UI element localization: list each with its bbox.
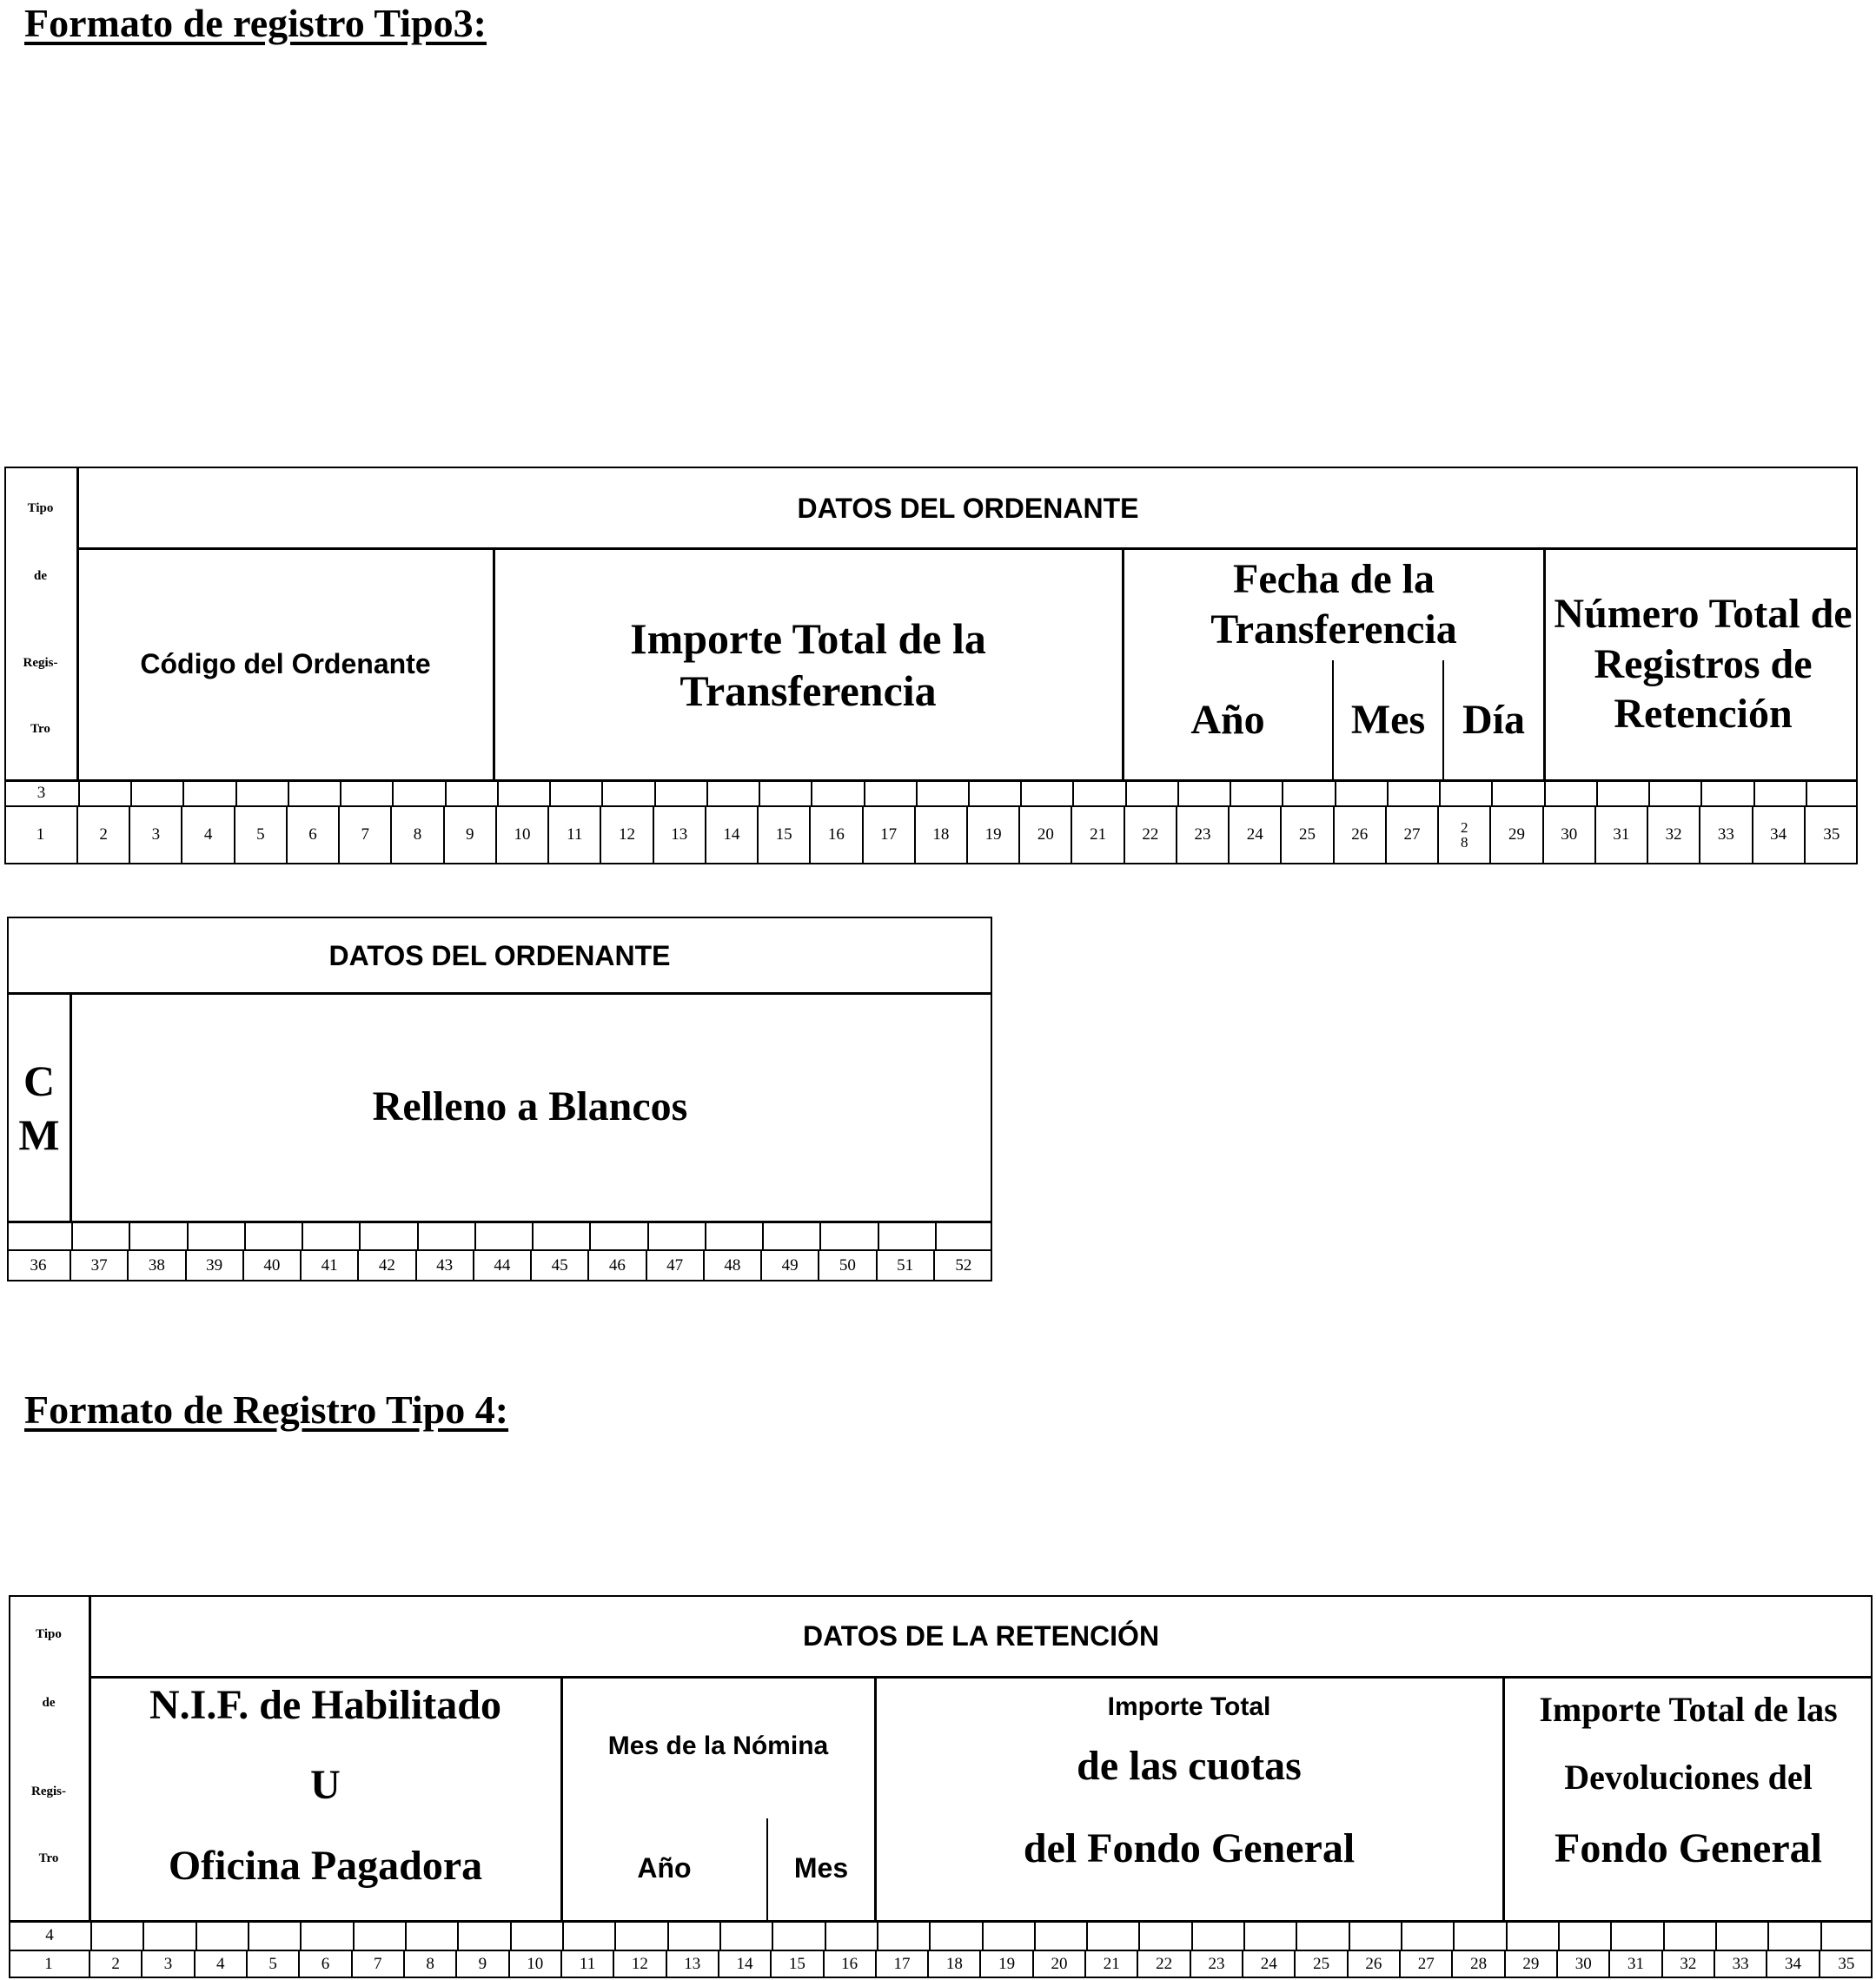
position-cell-29: 29: [1491, 807, 1543, 863]
tipo4-label-tipo: Tipo: [36, 1627, 62, 1641]
grid-divider: [1191, 1922, 1193, 1951]
position-cell-26: 26: [1349, 1951, 1401, 1977]
grid-divider: [1439, 781, 1441, 807]
grid-divider: [1610, 1922, 1612, 1951]
position-cell-22: 22: [1125, 807, 1177, 863]
grid-divider: [187, 1222, 189, 1251]
position-cell-35: 35: [1838, 1955, 1855, 1973]
tipo4-anio: Año: [637, 1851, 692, 1884]
position-cell-23: 23: [1177, 807, 1230, 863]
grid-divider: [130, 781, 132, 807]
position-cell-12: 12: [614, 1951, 666, 1977]
grid-divider: [877, 1922, 878, 1951]
grid-divider: [1806, 781, 1807, 807]
grid-divider: [1700, 781, 1702, 807]
position-cell-21: 21: [1072, 807, 1124, 863]
grid-divider: [601, 781, 603, 807]
position-cell-41: 41: [302, 1251, 359, 1280]
position-cell-15: 15: [759, 807, 811, 863]
position-cell-11: 11: [562, 1951, 614, 1977]
grid-divider: [1663, 1922, 1665, 1951]
grid-divider: [1296, 1922, 1297, 1951]
tipo4-nif-line3: Oficina Pagadora: [168, 1843, 483, 1890]
tipo4-tipo-value: 4: [45, 1926, 54, 1944]
grid-divider: [614, 1922, 616, 1951]
grid-divider: [1453, 1922, 1455, 1951]
position-cell-2: 2: [78, 807, 130, 863]
position-cell-50: 50: [819, 1251, 877, 1280]
grid-divider: [1491, 781, 1493, 807]
position-cell-30: 30: [1544, 807, 1596, 863]
grid-divider: [182, 781, 184, 807]
grid-divider: [302, 1222, 303, 1251]
grid-divider: [825, 1922, 826, 1951]
position-cell-8: 8: [405, 1951, 457, 1977]
grid-divider: [1596, 781, 1598, 807]
grid-divider: [143, 1922, 144, 1951]
tipo4-title: Formato de Registro Tipo 4:: [24, 1387, 509, 1432]
grid-divider: [1767, 1922, 1769, 1951]
position-cell-1: 1: [9, 1951, 90, 1977]
tipo4-label-regis: Regis-: [31, 1785, 66, 1798]
tipo3-importe: Importe Total de la Transferencia: [630, 613, 986, 715]
grid-divider: [654, 781, 656, 807]
grid-divider: [819, 1222, 821, 1251]
tipo3-codigo: Código del Ordenante: [140, 648, 431, 680]
grid-divider: [474, 1222, 476, 1251]
position-cell-17: 17: [864, 807, 916, 863]
grid-divider: [647, 1222, 649, 1251]
position-cell-24: 24: [1230, 807, 1282, 863]
position-cell-3: 3: [143, 1951, 195, 1977]
tipo3b-cm: C M: [18, 1056, 60, 1159]
grid-divider: [288, 781, 289, 807]
grid-divider: [762, 1222, 764, 1251]
position-cell-9: 9: [445, 807, 497, 863]
tipo4-devol-line2: Devoluciones del: [1564, 1757, 1813, 1797]
grid-divider: [1401, 1922, 1402, 1951]
position-cell-3: 3: [130, 807, 182, 863]
grid-divider: [811, 781, 812, 807]
position-cell-19: 19: [968, 807, 1020, 863]
grid-divider: [1506, 1922, 1508, 1951]
grid-divider: [968, 781, 970, 807]
position-cell-46: 46: [589, 1251, 646, 1280]
position-cell-40: 40: [244, 1251, 302, 1280]
grid-divider: [1387, 781, 1389, 807]
position-cell-4: 4: [182, 807, 235, 863]
position-cell-32: 32: [1663, 1951, 1715, 1977]
tipo3-mes: Mes: [1350, 696, 1426, 743]
position-cell-47: 47: [647, 1251, 705, 1280]
position-cell-30: 30: [1558, 1951, 1610, 1977]
grid-divider: [1138, 1922, 1140, 1951]
grid-divider: [417, 1222, 419, 1251]
tipo4-devol-line3: Fondo General: [1554, 1825, 1822, 1872]
position-cell-51: 51: [878, 1251, 935, 1280]
position-cell-45: 45: [532, 1251, 589, 1280]
grid-divider: [705, 1222, 706, 1251]
position-cell-38: 38: [129, 1251, 186, 1280]
grid-divider: [457, 1922, 459, 1951]
position-cell-2: 2: [90, 1951, 143, 1977]
position-cell-14: 14: [706, 807, 759, 863]
grid-divider: [340, 781, 341, 807]
position-cell-35: 35: [1823, 825, 1840, 844]
grid-divider: [706, 781, 708, 807]
tipo3-numero-total: Número Total de Registros de Retención: [1554, 591, 1853, 738]
tipo4-cuotas-line1: Importe Total: [1107, 1692, 1271, 1721]
position-cell-34: 34: [1767, 1951, 1820, 1977]
position-cell-34: 34: [1753, 807, 1806, 863]
tipo4-nif-line1: N.I.F. de Habilitado: [149, 1682, 501, 1729]
tipo4-devol-line1: Importe Total de las: [1539, 1689, 1838, 1729]
grid-divider: [759, 781, 760, 807]
tipo4-mes: Mes: [793, 1851, 849, 1884]
tipo3-fecha: Fecha de la Transferencia: [1210, 556, 1457, 652]
grid-divider: [1034, 1922, 1036, 1951]
position-cell-22: 22: [1138, 1951, 1190, 1977]
grid-divider: [1177, 781, 1179, 807]
grid-divider: [1544, 781, 1546, 807]
grid-divider: [90, 1922, 92, 1951]
tipo3-header: DATOS DEL ORDENANTE: [797, 492, 1139, 524]
position-cell-15: 15: [772, 1951, 824, 1977]
grid-divider: [562, 1922, 564, 1951]
grid-divider: [1820, 1922, 1822, 1951]
position-cell-19: 19: [982, 1951, 1034, 1977]
position-cell-24: 24: [1243, 1951, 1296, 1977]
position-cell-28: 2 8: [1439, 807, 1491, 863]
position-cell-43: 43: [417, 1251, 474, 1280]
tipo4-label-tro: Tro: [38, 1851, 59, 1865]
grid-divider: [405, 1922, 407, 1951]
grid-divider: [1020, 781, 1022, 807]
tipo3-label-tipo: Tipo: [27, 501, 54, 515]
grid-divider: [772, 1922, 773, 1951]
tipo3-anio: Año: [1190, 696, 1265, 743]
position-cell-7: 7: [340, 807, 392, 863]
position-cell-7: 7: [353, 1951, 405, 1977]
position-cell-37: 37: [71, 1251, 129, 1280]
position-cell-13: 13: [654, 807, 706, 863]
position-cell-18: 18: [916, 807, 968, 863]
position-cell-33: 33: [1700, 807, 1753, 863]
position-cell-31: 31: [1610, 1951, 1662, 1977]
grid-divider: [196, 1922, 197, 1951]
grid-divider: [719, 1922, 721, 1951]
position-cell-27: 27: [1401, 1951, 1453, 1977]
position-cell-49: 49: [762, 1251, 819, 1280]
grid-divider: [1282, 781, 1283, 807]
tipo4-cuotas-line2: de las cuotas: [1077, 1743, 1302, 1790]
grid-divider: [1243, 1922, 1245, 1951]
grid-divider: [248, 1922, 249, 1951]
grid-divider: [78, 781, 80, 807]
grid-divider: [353, 1922, 355, 1951]
position-cell-25: 25: [1296, 1951, 1348, 1977]
position-cell-29: 29: [1506, 1951, 1558, 1977]
position-cell-20: 20: [1034, 1951, 1086, 1977]
position-cell-6: 6: [288, 807, 340, 863]
grid-divider: [916, 781, 918, 807]
grid-divider: [1335, 781, 1336, 807]
position-cell-13: 13: [667, 1951, 719, 1977]
tipo3-label-tro: Tro: [30, 722, 50, 736]
tipo4-label-de: de: [42, 1696, 56, 1710]
position-cell-6: 6: [300, 1951, 352, 1977]
grid-divider: [359, 1222, 361, 1251]
grid-divider: [244, 1222, 246, 1251]
tipo3-title: Formato de registro Tipo3:: [24, 1, 487, 45]
grid-divider: [510, 1922, 512, 1951]
position-cell-28: 28: [1453, 1951, 1505, 1977]
position-cell-26: 26: [1335, 807, 1387, 863]
grid-divider: [549, 781, 551, 807]
grid-divider: [129, 1222, 130, 1251]
position-cell-16: 16: [811, 807, 863, 863]
position-cell-32: 32: [1648, 807, 1700, 863]
tipo3-dia: Día: [1462, 696, 1525, 743]
grid-divider: [1072, 781, 1074, 807]
position-cell-42: 42: [359, 1251, 416, 1280]
position-cell-48: 48: [705, 1251, 762, 1280]
position-cell-5: 5: [235, 807, 288, 863]
position-cell-44: 44: [474, 1251, 532, 1280]
grid-divider: [1086, 1922, 1088, 1951]
tipo3b-relleno: Relleno a Blancos: [372, 1083, 688, 1130]
position-cell-5: 5: [248, 1951, 300, 1977]
grid-divider: [935, 1222, 937, 1251]
grid-divider: [1648, 781, 1650, 807]
tipo3-tipo-value: 3: [36, 784, 46, 802]
grid-divider: [1753, 781, 1755, 807]
position-cell-14: 14: [719, 1951, 772, 1977]
grid-divider: [1230, 781, 1231, 807]
grid-divider: [497, 781, 499, 807]
position-cell-39: 39: [187, 1251, 244, 1280]
grid-divider: [982, 1922, 984, 1951]
grid-divider: [667, 1922, 669, 1951]
grid-divider: [1715, 1922, 1717, 1951]
position-cell-36: 36: [7, 1251, 71, 1280]
grid-divider: [864, 781, 865, 807]
position-cell-18: 18: [929, 1951, 981, 1977]
position-cell-33: 33: [1715, 1951, 1767, 1977]
tipo4-header: DATOS DE LA RETENCIÓN: [802, 1620, 1160, 1652]
grid-divider: [878, 1222, 879, 1251]
grid-divider: [589, 1222, 591, 1251]
tipo3-label-regis: Regis-: [23, 656, 58, 670]
position-cell-21: 21: [1086, 1951, 1138, 1977]
position-cell-10: 10: [497, 807, 549, 863]
position-cell-25: 25: [1282, 807, 1334, 863]
position-cell-20: 20: [1020, 807, 1072, 863]
tipo4-mes-nomina: Mes de la Nómina: [607, 1732, 829, 1760]
position-cell-16: 16: [825, 1951, 877, 1977]
grid-divider: [235, 781, 237, 807]
grid-divider: [445, 781, 447, 807]
tipo3b-header: DATOS DEL ORDENANTE: [328, 939, 671, 971]
grid-divider: [1349, 1922, 1350, 1951]
position-cell-4: 4: [196, 1951, 248, 1977]
position-cell-23: 23: [1191, 1951, 1243, 1977]
position-cell-27: 27: [1387, 807, 1439, 863]
tipo4-cuotas-line3: del Fondo General: [1023, 1825, 1356, 1872]
position-cell-12: 12: [601, 807, 653, 863]
grid-divider: [532, 1222, 534, 1251]
tipo3-label-de: de: [34, 569, 47, 583]
position-cell-52: 52: [955, 1255, 972, 1275]
position-cell-31: 31: [1596, 807, 1648, 863]
tipo4-nif-line2: U: [310, 1762, 341, 1809]
grid-divider: [1558, 1922, 1560, 1951]
grid-divider: [1125, 781, 1127, 807]
grid-divider: [392, 781, 394, 807]
grid-divider: [71, 1222, 73, 1251]
position-cell-8: 8: [392, 807, 444, 863]
position-cell-17: 17: [877, 1951, 929, 1977]
position-cell-1: 1: [4, 807, 78, 863]
grid-divider: [929, 1922, 931, 1951]
position-cell-10: 10: [510, 1951, 562, 1977]
grid-divider: [300, 1922, 302, 1951]
position-cell-11: 11: [549, 807, 601, 863]
position-cell-9: 9: [457, 1951, 509, 1977]
